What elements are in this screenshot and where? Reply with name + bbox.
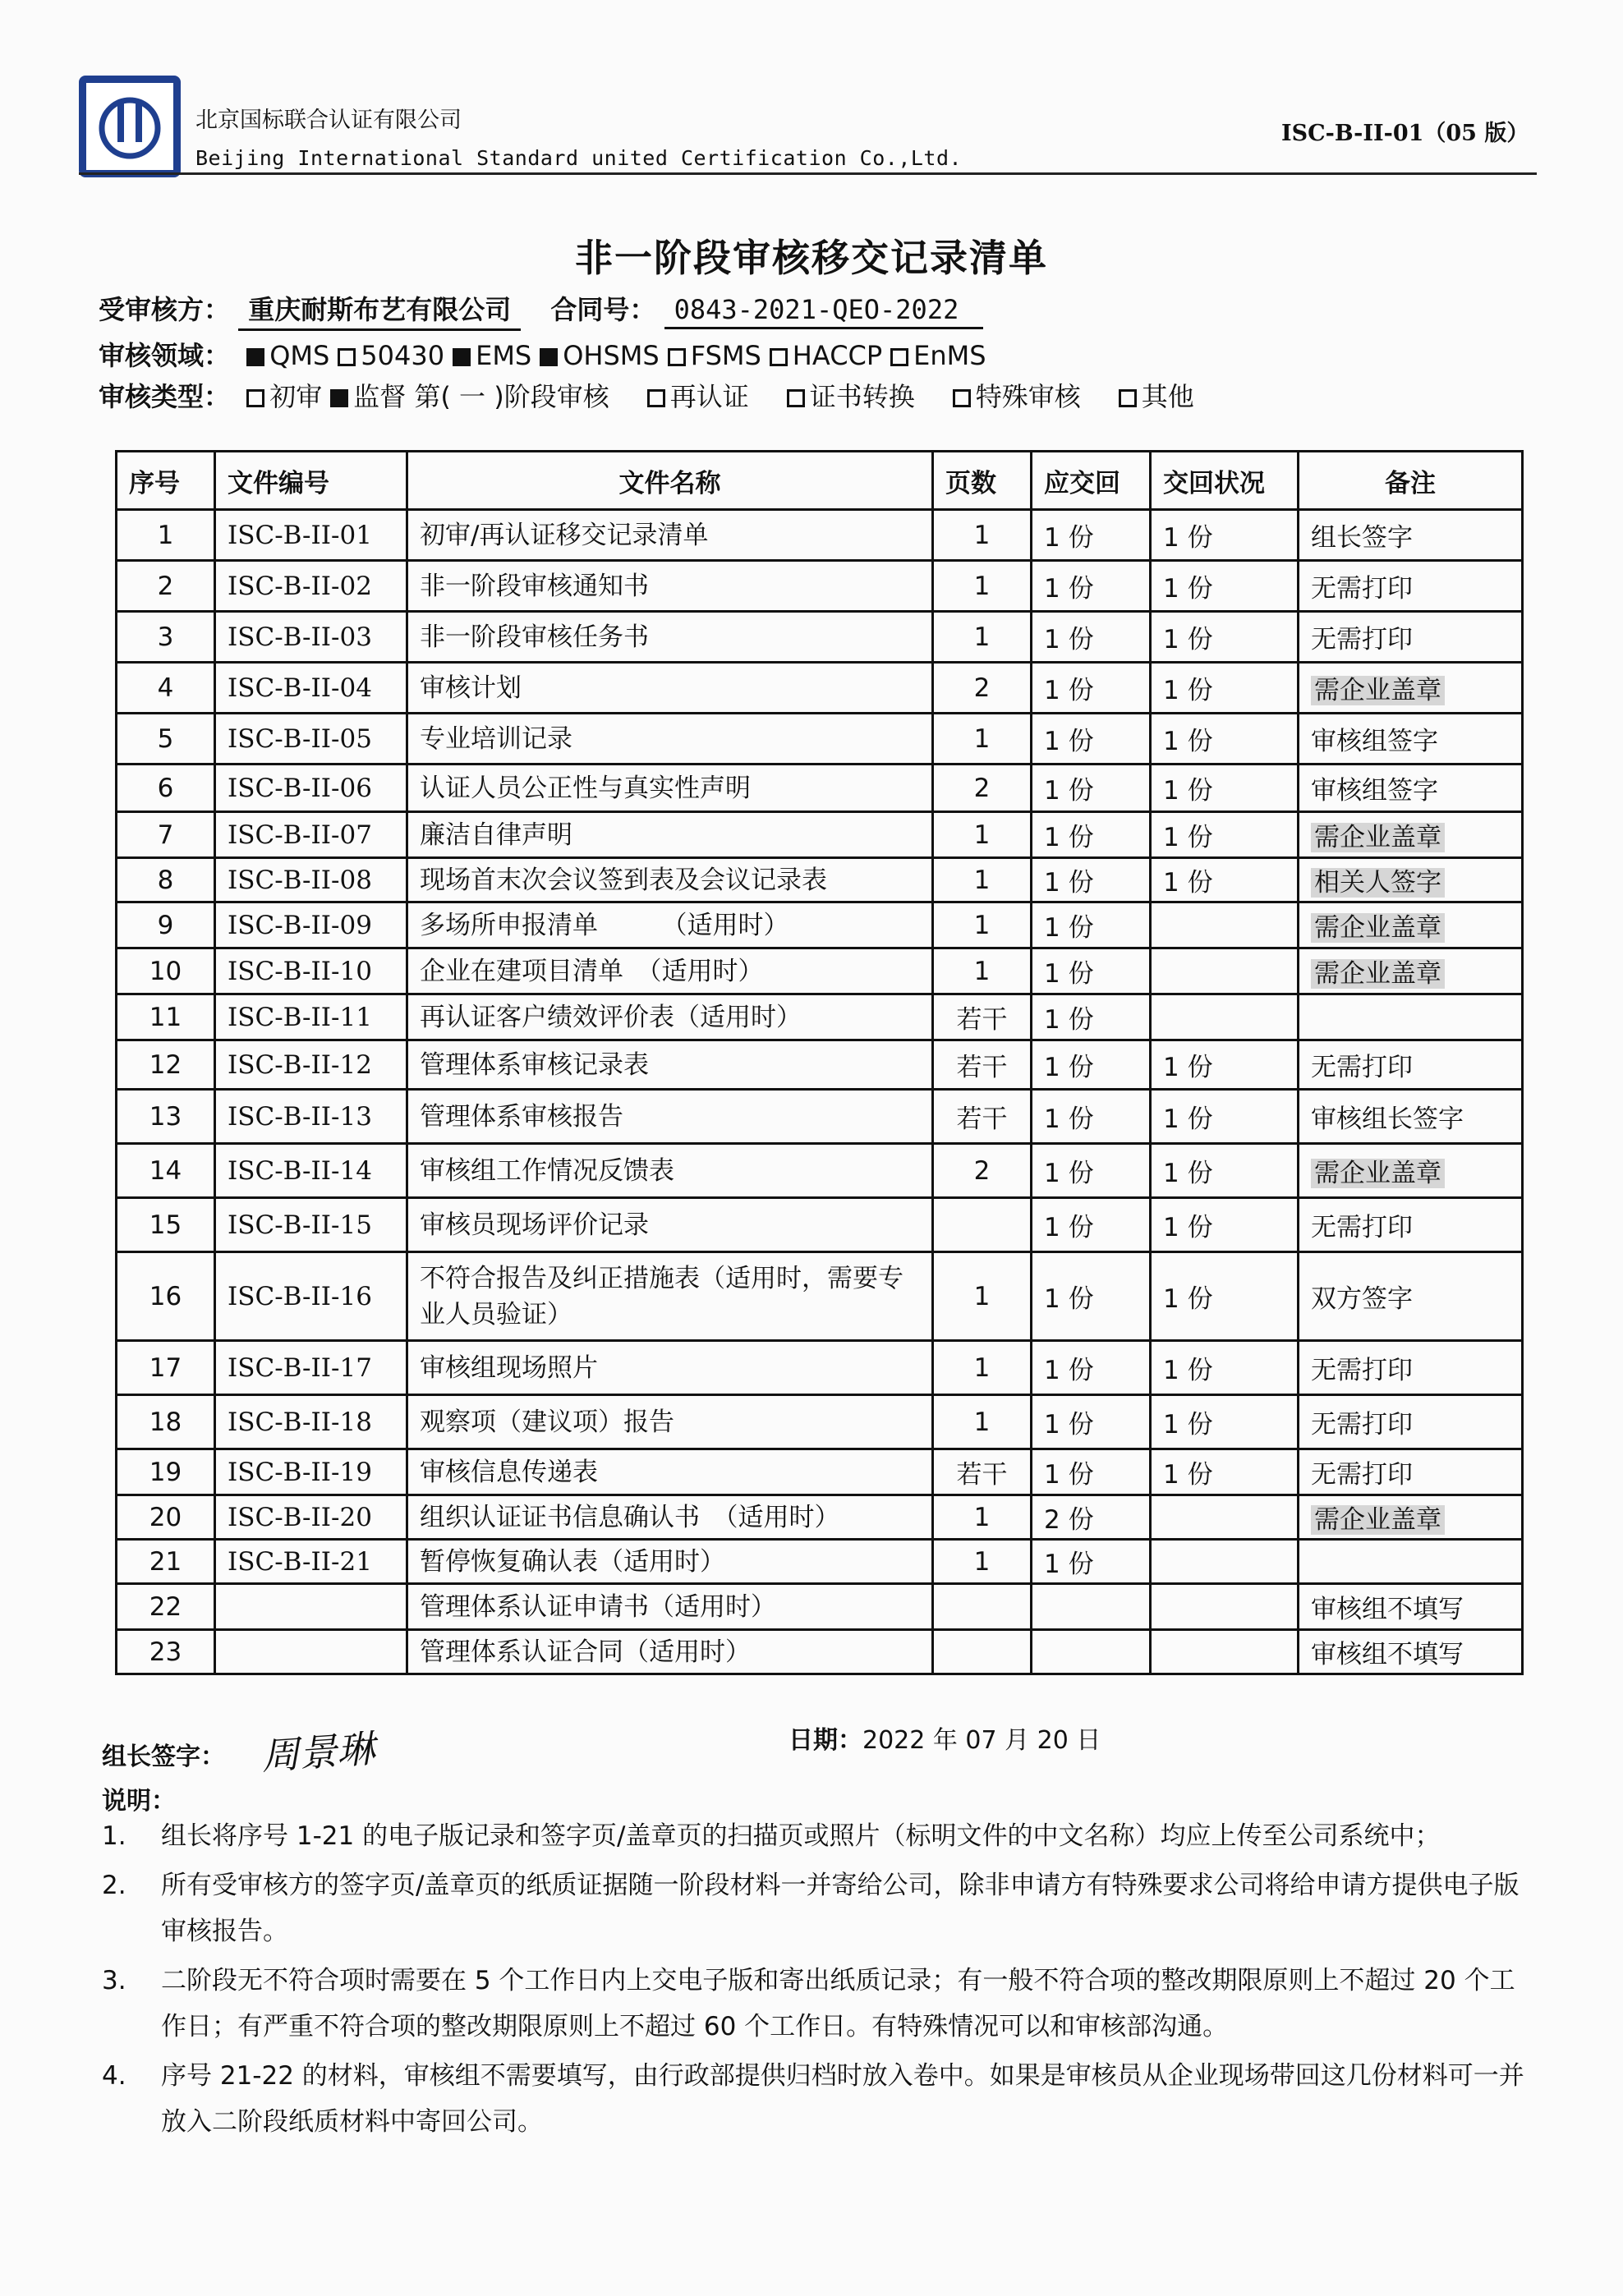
checkbox-icon xyxy=(890,348,908,366)
note-number: 3. xyxy=(102,1966,126,1995)
row-pages: 若干 xyxy=(933,1040,1032,1090)
row-doc-name: 暂停恢复确认表（适用时） xyxy=(407,1540,933,1584)
row-code: ISC-B-II-11 xyxy=(215,994,407,1040)
row-due: 1 份 xyxy=(1032,858,1151,902)
checked-box-icon xyxy=(453,348,471,366)
domain-option-label: OHSMS xyxy=(563,340,660,371)
row-code: ISC-B-II-05 xyxy=(215,714,407,765)
row-due: 1 份 xyxy=(1032,663,1151,714)
row-status: 1 份 xyxy=(1151,812,1299,858)
table-row xyxy=(117,1090,1523,1144)
row-code: ISC-B-II-02 xyxy=(215,561,407,612)
type-option xyxy=(238,381,322,412)
row-doc-name: 不符合报告及纠正措施表（适用时，需要专业人员验证） xyxy=(407,1252,933,1341)
row-no: 3 xyxy=(117,612,215,663)
row-due: 1 份 xyxy=(1032,902,1151,948)
row-no: 5 xyxy=(117,714,215,765)
row-code: ISC-B-II-18 xyxy=(215,1395,407,1449)
row-no: 22 xyxy=(117,1584,215,1630)
domain-option-label: HACCP xyxy=(792,340,883,371)
row-status: 1 份 xyxy=(1151,561,1299,612)
table-row xyxy=(117,948,1523,994)
table-row xyxy=(117,561,1523,612)
row-doc-name: 审核信息传递表 xyxy=(407,1449,933,1495)
row-due: 2 份 xyxy=(1032,1495,1151,1540)
row-code: ISC-B-II-20 xyxy=(215,1495,407,1540)
domain-option-label: EMS xyxy=(476,340,532,371)
document-code: ISC-B-II-01（05 版） xyxy=(1281,121,1529,146)
note-number: 1. xyxy=(102,1821,126,1851)
contract-label: 合同号： xyxy=(550,294,656,325)
auditee-line xyxy=(99,289,983,331)
row-status: 1 份 xyxy=(1151,1198,1299,1252)
row-due: 1 份 xyxy=(1032,1341,1151,1395)
row-pages xyxy=(933,1630,1032,1674)
table-row xyxy=(117,1341,1523,1395)
table-row xyxy=(117,1040,1523,1090)
table-row xyxy=(117,1540,1523,1584)
row-no: 11 xyxy=(117,994,215,1040)
row-code: ISC-B-II-13 xyxy=(215,1090,407,1144)
row-remark: 无需打印 xyxy=(1299,1449,1523,1495)
row-remark: 无需打印 xyxy=(1299,1198,1523,1252)
auditee-value: 重庆耐斯布艺有限公司 xyxy=(238,289,521,331)
row-code: ISC-B-II-15 xyxy=(215,1198,407,1252)
note-text: 组长将序号 1-21 的电子版记录和签字页/盖章页的扫描页或照片（标明文件的中文名称）均应上传至公司系统中； xyxy=(161,1821,1441,1851)
type-option xyxy=(945,381,1081,412)
remark-highlight: 相关人签字 xyxy=(1311,868,1445,898)
row-status xyxy=(1151,994,1299,1040)
row-pages: 1 xyxy=(933,510,1032,561)
table-row xyxy=(117,858,1523,902)
row-code xyxy=(215,1584,407,1630)
row-code: ISC-B-II-19 xyxy=(215,1449,407,1495)
row-doc-name: 非一阶段审核任务书 xyxy=(407,612,933,663)
col-header-due: 应交回 xyxy=(1032,452,1151,510)
row-status: 1 份 xyxy=(1151,1144,1299,1198)
domain-option xyxy=(761,340,882,371)
table-row xyxy=(117,902,1523,948)
row-doc-name: 观察项（建议项）报告 xyxy=(407,1395,933,1449)
row-due: 1 份 xyxy=(1032,1090,1151,1144)
row-remark: 组长签字 xyxy=(1299,510,1523,561)
row-due: 1 份 xyxy=(1032,1540,1151,1584)
type-option xyxy=(779,381,915,412)
row-status: 1 份 xyxy=(1151,714,1299,765)
row-no: 7 xyxy=(117,812,215,858)
row-status xyxy=(1151,948,1299,994)
row-code: ISC-B-II-17 xyxy=(215,1341,407,1395)
remark-highlight: 需企业盖章 xyxy=(1311,1505,1445,1535)
row-pages: 1 xyxy=(933,1252,1032,1341)
row-status xyxy=(1151,902,1299,948)
row-pages: 1 xyxy=(933,948,1032,994)
domain-options xyxy=(238,340,986,371)
row-remark: 审核组签字 xyxy=(1299,714,1523,765)
table-row xyxy=(117,1395,1523,1449)
contract-value: 0843-2021-QEO-2022 xyxy=(664,294,984,329)
table-row xyxy=(117,510,1523,561)
domain-option xyxy=(660,340,761,371)
row-due: 1 份 xyxy=(1032,948,1151,994)
row-remark xyxy=(1299,902,1523,948)
row-remark xyxy=(1299,663,1523,714)
row-no: 21 xyxy=(117,1540,215,1584)
row-due xyxy=(1032,1630,1151,1674)
row-due: 1 份 xyxy=(1032,1252,1151,1341)
row-doc-name: 管理体系认证合同（适用时） xyxy=(407,1630,933,1674)
notes-list xyxy=(102,1813,1539,2148)
row-due: 1 份 xyxy=(1032,1395,1151,1449)
notes-title: 说明： xyxy=(102,1787,176,1816)
domain-label: 审核领域： xyxy=(99,340,231,371)
row-no: 17 xyxy=(117,1341,215,1395)
row-doc-name: 审核组工作情况反馈表 xyxy=(407,1144,933,1198)
row-remark: 审核组长签字 xyxy=(1299,1090,1523,1144)
row-doc-name: 企业在建项目清单 （适用时） xyxy=(407,948,933,994)
row-due: 1 份 xyxy=(1032,510,1151,561)
row-pages: 1 xyxy=(933,561,1032,612)
row-pages: 1 xyxy=(933,1395,1032,1449)
col-header-remarks: 备注 xyxy=(1299,452,1523,510)
type-option xyxy=(639,381,749,412)
row-code: ISC-B-II-21 xyxy=(215,1540,407,1584)
transfer-table xyxy=(115,450,1524,1675)
col-header-code: 文件编号 xyxy=(215,452,407,510)
table-row xyxy=(117,1449,1523,1495)
table-row xyxy=(117,765,1523,812)
row-status: 1 份 xyxy=(1151,1252,1299,1341)
table-row xyxy=(117,663,1523,714)
type-option-label: 监督 第( 一 )阶段审核 xyxy=(353,381,609,412)
checkbox-icon xyxy=(647,389,665,407)
row-code: ISC-B-II-14 xyxy=(215,1144,407,1198)
row-remark: 无需打印 xyxy=(1299,561,1523,612)
type-options xyxy=(238,381,1194,412)
row-doc-name: 审核员现场评价记录 xyxy=(407,1198,933,1252)
type-option xyxy=(1110,381,1194,412)
domain-option-label: 50430 xyxy=(361,340,445,371)
table-row xyxy=(117,1252,1523,1341)
header-divider xyxy=(79,172,1537,175)
checkbox-icon xyxy=(787,389,805,407)
leader-signature-label: 组长签字： xyxy=(102,1743,225,1771)
row-due: 1 份 xyxy=(1032,1198,1151,1252)
domain-option xyxy=(238,340,329,371)
checked-box-icon xyxy=(330,389,348,407)
row-status xyxy=(1151,1495,1299,1540)
note-text: 二阶段无不符合项时需要在 5 个工作日内上交电子版和寄出纸质记录；有一般不符合项的整改期限原则上不超过 20 个工作日；有严重不符合项的整改期限原则上不超过 60 个工作日。有特殊情况可以和审核部沟通。 xyxy=(161,1966,1515,2041)
type-line xyxy=(99,376,1194,414)
row-due: 1 份 xyxy=(1032,612,1151,663)
row-pages: 若干 xyxy=(933,1449,1032,1495)
note-text: 序号 21-22 的材料，审核组不需要填写，由行政部提供归档时放入卷中。如果是审核员从企业现场带回这几份材料可一并放入二阶段纸质材料中寄回公司。 xyxy=(161,2061,1524,2137)
table-row xyxy=(117,1584,1523,1630)
row-remark: 审核组不填写 xyxy=(1299,1584,1523,1630)
row-pages: 1 xyxy=(933,1341,1032,1395)
table-row xyxy=(117,994,1523,1040)
row-code: ISC-B-II-07 xyxy=(215,812,407,858)
row-remark xyxy=(1299,994,1523,1040)
type-option-label: 证书转换 xyxy=(809,381,915,412)
table-row xyxy=(117,1198,1523,1252)
row-status: 1 份 xyxy=(1151,1395,1299,1449)
domain-option xyxy=(882,340,986,371)
row-remark xyxy=(1299,1144,1523,1198)
row-code: ISC-B-II-16 xyxy=(215,1252,407,1341)
note-item xyxy=(102,2053,1539,2145)
row-remark xyxy=(1299,1495,1523,1540)
row-no: 4 xyxy=(117,663,215,714)
row-no: 2 xyxy=(117,561,215,612)
row-doc-name: 非一阶段审核通知书 xyxy=(407,561,933,612)
type-option-label: 再认证 xyxy=(669,381,749,412)
auditee-label: 受审核方： xyxy=(99,294,231,325)
row-status: 1 份 xyxy=(1151,663,1299,714)
domain-option xyxy=(444,340,531,371)
table-body xyxy=(117,510,1523,1674)
row-no: 9 xyxy=(117,902,215,948)
row-no: 23 xyxy=(117,1630,215,1674)
row-code xyxy=(215,1630,407,1674)
checkbox-icon xyxy=(1119,389,1137,407)
date-line xyxy=(789,1720,1101,1756)
row-status xyxy=(1151,1540,1299,1584)
note-item xyxy=(102,1862,1539,1954)
type-option-label: 初审 xyxy=(269,381,323,412)
row-no: 10 xyxy=(117,948,215,994)
row-no: 14 xyxy=(117,1144,215,1198)
col-header-pages: 页数 xyxy=(933,452,1032,510)
row-pages: 1 xyxy=(933,1540,1032,1584)
remark-highlight: 需企业盖章 xyxy=(1311,959,1445,989)
row-code: ISC-B-II-06 xyxy=(215,765,407,812)
company-logo xyxy=(79,76,181,177)
row-status: 1 份 xyxy=(1151,1090,1299,1144)
domain-option-label: QMS xyxy=(269,340,330,371)
row-pages: 1 xyxy=(933,902,1032,948)
row-remark: 无需打印 xyxy=(1299,612,1523,663)
checkbox-icon xyxy=(953,389,971,407)
note-text: 所有受审核方的签字页/盖章页的纸质证据随一阶段材料一并寄给公司，除非申请方有特殊要求公司将给申请方提供电子版审核报告。 xyxy=(161,1871,1520,1946)
checked-box-icon xyxy=(246,348,264,366)
row-no: 19 xyxy=(117,1449,215,1495)
remark-highlight: 需企业盖章 xyxy=(1311,913,1445,943)
row-code: ISC-B-II-12 xyxy=(215,1040,407,1090)
row-doc-name: 廉洁自律声明 xyxy=(407,812,933,858)
table-row xyxy=(117,714,1523,765)
row-doc-name: 再认证客户绩效评价表（适用时） xyxy=(407,994,933,1040)
col-header-name: 文件名称 xyxy=(407,452,933,510)
row-due: 1 份 xyxy=(1032,765,1151,812)
row-due xyxy=(1032,1584,1151,1630)
row-pages: 1 xyxy=(933,714,1032,765)
row-status: 1 份 xyxy=(1151,1040,1299,1090)
row-due: 1 份 xyxy=(1032,812,1151,858)
row-status xyxy=(1151,1584,1299,1630)
row-due: 1 份 xyxy=(1032,994,1151,1040)
row-remark xyxy=(1299,858,1523,902)
row-doc-name: 审核组现场照片 xyxy=(407,1341,933,1395)
row-doc-name: 审核计划 xyxy=(407,663,933,714)
row-remark: 审核组不填写 xyxy=(1299,1630,1523,1674)
row-status: 1 份 xyxy=(1151,612,1299,663)
row-doc-name: 专业培训记录 xyxy=(407,714,933,765)
note-item xyxy=(102,1813,1539,1859)
row-no: 12 xyxy=(117,1040,215,1090)
row-no: 20 xyxy=(117,1495,215,1540)
remark-highlight: 需企业盖章 xyxy=(1311,823,1445,852)
col-header-no: 序号 xyxy=(117,452,215,510)
row-doc-name: 管理体系审核报告 xyxy=(407,1090,933,1144)
row-pages: 1 xyxy=(933,1495,1032,1540)
row-pages xyxy=(933,1198,1032,1252)
row-pages: 若干 xyxy=(933,994,1032,1040)
row-pages: 2 xyxy=(933,663,1032,714)
row-pages: 1 xyxy=(933,812,1032,858)
row-code: ISC-B-II-09 xyxy=(215,902,407,948)
row-no: 1 xyxy=(117,510,215,561)
row-code: ISC-B-II-04 xyxy=(215,663,407,714)
logo-emblem-icon xyxy=(86,83,173,170)
remark-highlight: 需企业盖章 xyxy=(1311,676,1445,705)
table-row xyxy=(117,612,1523,663)
row-status: 1 份 xyxy=(1151,1341,1299,1395)
type-option-label: 特殊审核 xyxy=(975,381,1081,412)
row-doc-name: 初审/再认证移交记录清单 xyxy=(407,510,933,561)
row-due: 1 份 xyxy=(1032,1040,1151,1090)
checkbox-icon xyxy=(246,389,264,407)
note-number: 4. xyxy=(102,2061,126,2091)
row-pages: 2 xyxy=(933,1144,1032,1198)
row-doc-name: 管理体系认证申请书（适用时） xyxy=(407,1584,933,1630)
company-name-cn: 北京国标联合认证有限公司 xyxy=(195,108,462,133)
table-row xyxy=(117,1495,1523,1540)
type-label: 审核类型： xyxy=(99,381,231,412)
row-no: 8 xyxy=(117,858,215,902)
note-item xyxy=(102,1958,1539,2050)
row-due: 1 份 xyxy=(1032,714,1151,765)
row-pages xyxy=(933,1584,1032,1630)
row-remark: 无需打印 xyxy=(1299,1040,1523,1090)
domain-option xyxy=(329,340,444,371)
page-title: 非一阶段审核移交记录清单 xyxy=(575,236,1048,280)
note-number: 2. xyxy=(102,1871,126,1900)
table-row xyxy=(117,812,1523,858)
domain-option-label: EnMS xyxy=(913,340,986,371)
row-remark: 双方签字 xyxy=(1299,1252,1523,1341)
row-pages: 2 xyxy=(933,765,1032,812)
row-pages: 1 xyxy=(933,858,1032,902)
row-code: ISC-B-II-03 xyxy=(215,612,407,663)
row-code: ISC-B-II-08 xyxy=(215,858,407,902)
row-code: ISC-B-II-10 xyxy=(215,948,407,994)
row-doc-name: 现场首末次会议签到表及会议记录表 xyxy=(407,858,933,902)
col-header-status: 交回状况 xyxy=(1151,452,1299,510)
row-no: 13 xyxy=(117,1090,215,1144)
type-option xyxy=(322,381,609,412)
date-value: 2022 年 07 月 20 日 xyxy=(862,1726,1101,1755)
row-remark xyxy=(1299,1540,1523,1584)
domain-option xyxy=(531,340,659,371)
row-due: 1 份 xyxy=(1032,561,1151,612)
row-remark: 无需打印 xyxy=(1299,1395,1523,1449)
type-option-label: 其他 xyxy=(1141,381,1194,412)
row-no: 6 xyxy=(117,765,215,812)
row-doc-name: 多场所申报清单 （适用时） xyxy=(407,902,933,948)
row-doc-name: 管理体系审核记录表 xyxy=(407,1040,933,1090)
row-status xyxy=(1151,1630,1299,1674)
row-remark xyxy=(1299,812,1523,858)
row-remark: 审核组签字 xyxy=(1299,765,1523,812)
row-status: 1 份 xyxy=(1151,1449,1299,1495)
checkbox-icon xyxy=(770,348,788,366)
row-pages: 若干 xyxy=(933,1090,1032,1144)
row-due: 1 份 xyxy=(1032,1449,1151,1495)
row-due: 1 份 xyxy=(1032,1144,1151,1198)
row-doc-name: 组织认证证书信息确认书 （适用时） xyxy=(407,1495,933,1540)
company-name-en: Beijing International Standard united Certification Co.,Ltd. xyxy=(195,146,963,170)
table-header-row xyxy=(117,452,1523,510)
domain-option-label: FSMS xyxy=(690,340,761,371)
checkbox-icon xyxy=(668,348,686,366)
row-no: 15 xyxy=(117,1198,215,1252)
checkbox-icon xyxy=(338,348,356,366)
row-code: ISC-B-II-01 xyxy=(215,510,407,561)
row-pages: 1 xyxy=(933,612,1032,663)
row-status: 1 份 xyxy=(1151,510,1299,561)
row-status: 1 份 xyxy=(1151,858,1299,902)
table-row xyxy=(117,1630,1523,1674)
date-label: 日期： xyxy=(789,1726,862,1755)
remark-highlight: 需企业盖章 xyxy=(1311,1159,1445,1188)
row-no: 18 xyxy=(117,1395,215,1449)
checked-box-icon xyxy=(540,348,558,366)
row-no: 16 xyxy=(117,1252,215,1341)
row-doc-name: 认证人员公正性与真实性声明 xyxy=(407,765,933,812)
row-remark xyxy=(1299,948,1523,994)
row-remark: 无需打印 xyxy=(1299,1341,1523,1395)
domain-line xyxy=(99,335,986,373)
table-row xyxy=(117,1144,1523,1198)
leader-signature: 周景琳 xyxy=(260,1726,376,1779)
row-status: 1 份 xyxy=(1151,765,1299,812)
